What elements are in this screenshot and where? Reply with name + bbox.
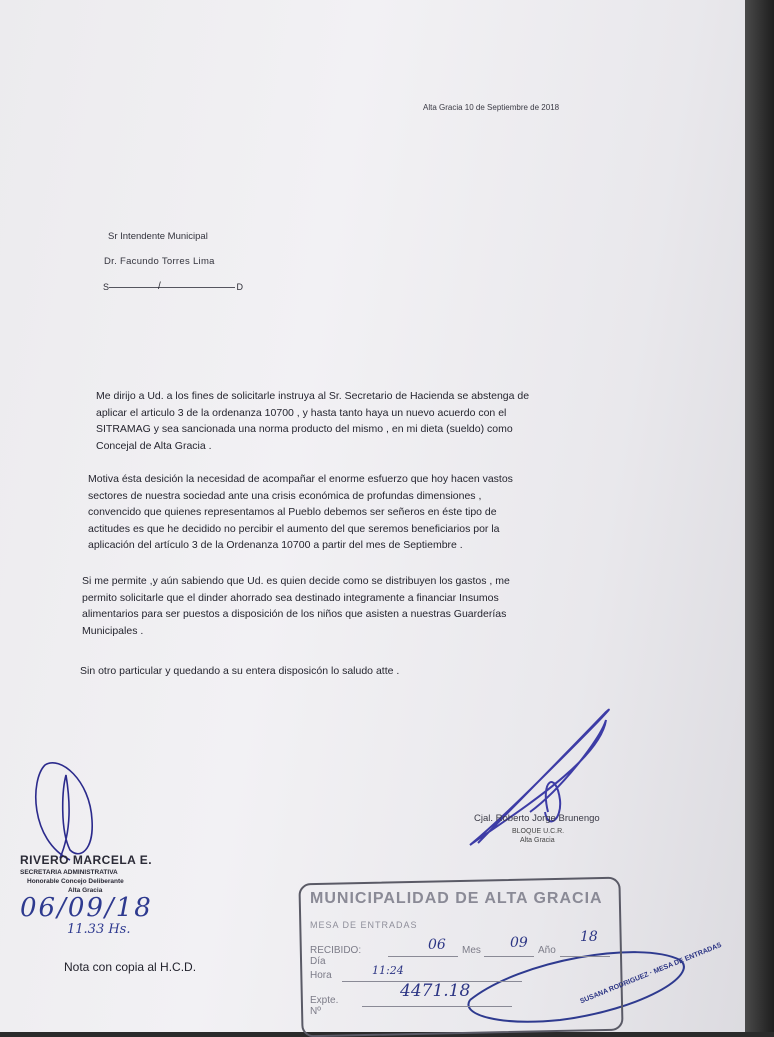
body-line: Sin otro particular y quedando a su entera disposicón lo saludo atte . xyxy=(80,665,400,677)
page-edge-background xyxy=(745,0,774,1032)
letter-date: Alta Gracia 10 de Septiembre de 2018 xyxy=(423,103,560,112)
receiver-org: Honorable Concejo Deliberante xyxy=(27,878,124,885)
body-line: alimentarios para ser puestos a disposición de los niños que asisten a nuestras Guarderías xyxy=(82,608,507,620)
receiver-title: SECRETARIA ADMINISTRATIVA xyxy=(20,869,118,876)
signature-rivero xyxy=(36,763,92,860)
signature-brunengo xyxy=(470,710,609,845)
body-line: Concejal de Alta Gracia . xyxy=(96,439,212,452)
stamp-hour-value: 11:24 xyxy=(372,964,404,977)
copy-note: Nota con copia al H.C.D. xyxy=(64,960,197,974)
body-line: Municipales . xyxy=(82,624,144,637)
body-line: Me dirijo a Ud. a los fines de solicitarle instruya al Sr. Secretario de Hacienda se abstenga de xyxy=(96,390,530,402)
receiver-seal-text: SUSANA RODRIGUEZ · MESA DE ENTRADAS xyxy=(579,941,723,1006)
body-line: Si me permite ,y aún sabiendo que Ud. es quien decide como se distribuyen los gastos , me xyxy=(82,575,510,587)
body-line: SITRAMAG y sea sancionada una norma producto del mismo , en mi dieta (sueldo) como xyxy=(96,423,513,435)
signer-bloc: BLOQUE U.C.R. xyxy=(512,828,565,835)
body-line: permito solicitarle que el dinder ahorrado sea destinado integramente a financiar Insumos xyxy=(82,591,499,604)
body-line: aplicar el articulo 3 de la ordenanza 10700 , y hasta tanto haya un nuevo acuerdo con el xyxy=(96,406,507,419)
stamp-received-label: RECIBIDO: Día xyxy=(310,945,362,967)
addressee-title: Sr Intendente Municipal xyxy=(108,231,208,242)
body-line: actitudes es que he decidido no percibir el aumento del que seremos beneficiarios por la xyxy=(88,522,500,535)
stamp-file-label: Expte. Nº xyxy=(310,995,339,1017)
body-line: Motiva ésta desición la necesidad de acompañar el enorme esfuerzo que hoy hacen vastos xyxy=(88,473,513,485)
stamp-month-value: 09 xyxy=(510,935,528,951)
stamp-year-label: Año xyxy=(538,945,556,956)
sd-slash: / xyxy=(158,281,161,292)
received-date-handwritten: 06/09/18 xyxy=(20,893,153,923)
stamp-file-value: 4471.18 xyxy=(400,981,471,1001)
body-line: aplicación del artículo 3 de la Ordenanza 10700 a partir del mes de Septiembre . xyxy=(88,539,463,551)
body-line: convencido que quienes representamos al Pueblo debemos ser señeros en éste tipo de xyxy=(88,506,497,518)
stamp-subtitle: MESA DE ENTRADAS xyxy=(310,920,418,930)
stamp-hour-label: Hora xyxy=(310,970,332,981)
stamp-title: MUNICIPALIDAD DE ALTA GRACIA xyxy=(310,890,603,907)
receiver-name: RIVERO MARCELA E. xyxy=(20,853,153,867)
stamp-month-label: Mes xyxy=(462,945,481,956)
body-line: sectores de nuestra sociedad ante una crisis económica de profundas dimensiones , xyxy=(88,489,482,502)
sd-left: S xyxy=(103,282,110,292)
receiver-city: Alta Gracia xyxy=(68,887,103,894)
received-time-handwritten: 11.33 Hs. xyxy=(67,922,131,937)
stamp-day-value: 06 xyxy=(428,937,446,953)
stamp-year-value: 18 xyxy=(580,929,598,945)
signer-city: Alta Gracia xyxy=(520,837,555,844)
addressee-name: Dr. Facundo Torres Lima xyxy=(104,256,215,267)
sd-right: D xyxy=(236,282,243,292)
signer-name: Cjal. Roberto Jorge Brunengo xyxy=(474,813,600,824)
